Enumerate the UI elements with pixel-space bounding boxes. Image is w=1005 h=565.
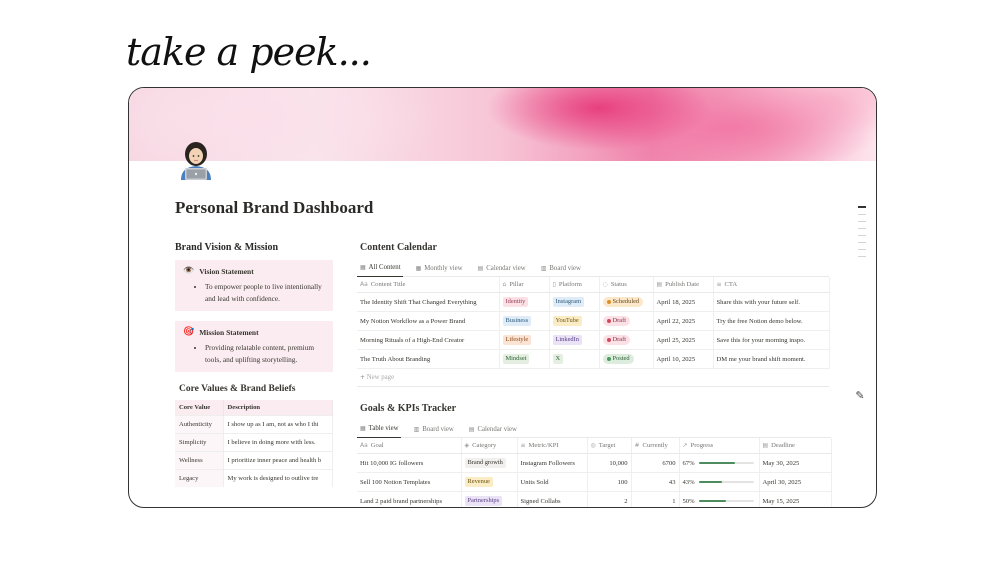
- status-dot: [607, 319, 611, 323]
- column-label: Platform: [558, 281, 582, 288]
- phone-icon: ▯: [552, 281, 556, 288]
- progress-bar: [699, 481, 754, 483]
- notion-page-frame: [128, 87, 877, 508]
- category-tag: Revenue: [465, 477, 493, 487]
- tab-calendar-view[interactable]: [475, 263, 528, 277]
- column-label: Category: [472, 442, 497, 449]
- eye-icon: 👁️: [183, 266, 195, 276]
- new-page-label: New page: [366, 374, 395, 381]
- number-icon: #: [634, 442, 640, 449]
- platform-cell[interactable]: [549, 331, 599, 350]
- calendar-icon: ▤: [656, 281, 663, 288]
- toc-indicator[interactable]: [858, 249, 866, 250]
- goals-kpis-database: [357, 403, 831, 508]
- column-header-target[interactable]: [587, 438, 631, 454]
- column-label: Publish Date: [665, 281, 700, 288]
- tab-label: Calendar view: [477, 425, 517, 433]
- status-cell[interactable]: [599, 331, 653, 350]
- platform-tag: YouTube: [553, 316, 582, 326]
- column-label: Currently: [642, 442, 668, 449]
- content-title-cell[interactable]: The Identity Shift That Changed Everything: [357, 293, 499, 312]
- list-icon: ≡: [520, 442, 526, 449]
- description-cell[interactable]: I show up as I am, not as who I thi: [223, 416, 333, 434]
- new-page-button[interactable]: [357, 369, 829, 387]
- table-row[interactable]: [175, 452, 333, 470]
- description-cell[interactable]: I prioritize inner peace and health b: [223, 452, 333, 470]
- status-badge: [603, 297, 644, 307]
- table-row[interactable]: [357, 293, 829, 312]
- brand-vision-heading: Brand Vision & Mission: [175, 242, 279, 253]
- progress-cell[interactable]: [679, 473, 759, 492]
- status-label: Draft: [612, 336, 626, 343]
- tab-label: Monthly view: [424, 264, 463, 272]
- category-cell[interactable]: [461, 473, 517, 492]
- cta-cell[interactable]: DM me your brand shift moment.: [713, 350, 829, 369]
- core-value-cell[interactable]: Authenticity: [175, 416, 223, 434]
- status-label: Posted: [612, 355, 630, 362]
- status-icon: ◌: [602, 281, 608, 288]
- goals-table: [357, 438, 832, 508]
- progress-bar: [699, 462, 754, 464]
- column-header-publish-date[interactable]: [653, 277, 713, 293]
- toc-indicator[interactable]: [858, 256, 866, 257]
- category-cell[interactable]: [461, 492, 517, 509]
- table-icon: ▦: [415, 264, 422, 272]
- table-row[interactable]: [357, 331, 829, 350]
- vision-title: Vision Statement: [199, 266, 254, 276]
- table-row[interactable]: [175, 470, 333, 488]
- toc-indicator[interactable]: [858, 221, 866, 222]
- publish-date-cell[interactable]: April 25, 2025: [653, 331, 713, 350]
- list-icon: ≡: [716, 281, 722, 288]
- platform-tag: LinkedIn: [553, 335, 582, 345]
- page-icon[interactable]: [177, 140, 215, 180]
- cta-cell[interactable]: Try the free Notion demo below.: [713, 312, 829, 331]
- toc-indicator[interactable]: [858, 242, 866, 243]
- deadline-cell[interactable]: May 30, 2025: [759, 454, 831, 473]
- category-tag: Brand growth: [465, 458, 506, 468]
- text-icon: Aa: [360, 442, 368, 449]
- tab-label: Calendar view: [486, 264, 526, 272]
- tab-label: Board view: [549, 264, 581, 272]
- metric-cell[interactable]: Instagram Followers: [517, 454, 587, 473]
- status-dot: [607, 338, 611, 342]
- board-icon: ▥: [540, 264, 547, 272]
- publish-date-cell[interactable]: April 22, 2025: [653, 312, 713, 331]
- tab-calendar-view[interactable]: [466, 424, 519, 438]
- pillar-tag: Mindset: [503, 354, 530, 364]
- column-header-progress[interactable]: [679, 438, 759, 454]
- publish-date-cell[interactable]: April 18, 2025: [653, 293, 713, 312]
- column-header-currently[interactable]: [631, 438, 679, 454]
- text-icon: Aa: [360, 281, 368, 288]
- column-label: Status: [610, 281, 627, 288]
- content-title-cell[interactable]: Morning Rituals of a High-End Creator: [357, 331, 499, 350]
- progress-label: 67%: [682, 459, 695, 467]
- tab-all-content[interactable]: [357, 263, 403, 277]
- metric-cell[interactable]: Signed Collabs: [517, 492, 587, 509]
- table-of-contents-rail[interactable]: [858, 206, 866, 263]
- progress-fill: [699, 500, 727, 502]
- platform-cell[interactable]: [549, 350, 599, 369]
- progress-label: 50%: [682, 497, 695, 505]
- content-calendar-table: [357, 277, 830, 369]
- column-header-category[interactable]: [461, 438, 517, 454]
- content-calendar-database: [357, 242, 829, 387]
- table-row[interactable]: [175, 434, 333, 452]
- page-cover-image[interactable]: [129, 88, 876, 161]
- column-header-cta[interactable]: [713, 277, 829, 293]
- pillar-tag: Lifestyle: [503, 335, 532, 345]
- calendar-icon: ▤: [468, 425, 475, 433]
- vision-callout[interactable]: [175, 260, 333, 311]
- page-title: Personal Brand Dashboard: [175, 198, 374, 217]
- column-header-goal[interactable]: [357, 438, 461, 454]
- status-dot: [607, 357, 611, 361]
- table-row[interactable]: [357, 454, 831, 473]
- pillar-tag: Business: [503, 316, 532, 326]
- pillar-cell[interactable]: [499, 331, 549, 350]
- progress-fill: [699, 481, 723, 483]
- core-values-heading: Core Values & Brand Beliefs: [179, 384, 296, 394]
- brand-vision-column: [175, 242, 333, 487]
- table-icon: ▦: [360, 264, 366, 271]
- table-icon: ▦: [360, 425, 366, 432]
- status-cell[interactable]: [599, 312, 653, 331]
- content-title-cell[interactable]: The Truth About Branding: [357, 350, 499, 369]
- pillar-tag: Identity: [503, 297, 529, 307]
- column-label: CTA: [724, 281, 738, 288]
- pillar-cell[interactable]: [499, 312, 549, 331]
- progress-cell[interactable]: [679, 454, 759, 473]
- toc-indicator[interactable]: [858, 214, 866, 215]
- cta-cell[interactable]: Save this for your morning inspo.: [713, 331, 829, 350]
- building-icon: ⌂: [502, 281, 507, 288]
- platform-tag: X: [553, 354, 564, 364]
- column-label: Progress: [690, 442, 714, 449]
- platform-cell[interactable]: [549, 312, 599, 331]
- publish-date-cell[interactable]: April 10, 2025: [653, 350, 713, 369]
- column-header-metric[interactable]: [517, 438, 587, 454]
- core-values-table: [175, 400, 333, 487]
- column-header-deadline[interactable]: [759, 438, 831, 454]
- progress-fill: [699, 462, 736, 464]
- chart-icon: ↗: [682, 442, 688, 449]
- table-row[interactable]: [357, 473, 831, 492]
- progress-label: 43%: [682, 478, 695, 486]
- core-value-column-header[interactable]: Core Value: [175, 400, 223, 416]
- column-label: Goal: [370, 442, 384, 449]
- toc-indicator[interactable]: [858, 235, 866, 236]
- content-calendar-views: [357, 263, 829, 277]
- column-label: Metric/KPI: [528, 442, 559, 449]
- column-header-platform[interactable]: [549, 277, 599, 293]
- core-value-cell[interactable]: Wellness: [175, 452, 223, 470]
- status-badge: [603, 354, 634, 364]
- tab-board-view[interactable]: [411, 424, 456, 438]
- column-header-pillar[interactable]: [499, 277, 549, 293]
- table-row[interactable]: [357, 492, 831, 509]
- calendar-icon: ▤: [762, 442, 769, 449]
- deadline-cell[interactable]: April 30, 2025: [759, 473, 831, 492]
- tab-label: Table view: [368, 425, 399, 432]
- progress-cell[interactable]: [679, 492, 759, 509]
- pillar-cell[interactable]: [499, 350, 549, 369]
- category-cell[interactable]: [461, 454, 517, 473]
- tab-label: Board view: [422, 425, 454, 433]
- target-cell[interactable]: 100: [587, 473, 631, 492]
- status-cell[interactable]: [599, 350, 653, 369]
- deadline-cell[interactable]: May 15, 2025: [759, 492, 831, 509]
- tab-label: All Content: [368, 264, 401, 271]
- category-tag: Partnerships: [465, 496, 503, 506]
- target-cell[interactable]: 2: [587, 492, 631, 509]
- vision-text: • To empower people to live intentionally and lead with confidence.: [205, 281, 325, 305]
- plus-icon: +: [360, 374, 366, 381]
- core-value-cell[interactable]: Simplicity: [175, 434, 223, 452]
- mission-callout[interactable]: [175, 321, 333, 372]
- currently-cell[interactable]: 43: [631, 473, 679, 492]
- column-label: Content Title: [370, 281, 406, 288]
- currently-cell[interactable]: 1: [631, 492, 679, 509]
- calendar-icon: ▤: [477, 264, 484, 272]
- tab-board-view[interactable]: [538, 263, 583, 277]
- table-row[interactable]: [357, 312, 829, 331]
- column-header-status[interactable]: [599, 277, 653, 293]
- content-title-cell[interactable]: My Notion Workflow as a Power Brand: [357, 312, 499, 331]
- table-row[interactable]: [175, 416, 333, 434]
- content-calendar-title[interactable]: Content Calendar: [360, 242, 437, 253]
- description-cell[interactable]: I believe in doing more with less.: [223, 434, 333, 452]
- goal-cell[interactable]: Land 2 paid brand partnerships: [357, 492, 461, 509]
- toc-indicator-active[interactable]: [858, 206, 866, 208]
- status-badge: [603, 335, 630, 345]
- status-cell[interactable]: [599, 293, 653, 312]
- status-badge: [603, 316, 630, 326]
- tag-icon: ◈: [464, 442, 470, 449]
- column-label: Target: [598, 442, 616, 449]
- mission-title: Mission Statement: [199, 327, 259, 337]
- column-header-title[interactable]: [357, 277, 499, 293]
- goals-title[interactable]: Goals & KPIs Tracker: [360, 403, 457, 414]
- currently-cell[interactable]: 6700: [631, 454, 679, 473]
- column-label: Deadline: [771, 442, 795, 449]
- pillar-cell[interactable]: [499, 293, 549, 312]
- board-icon: ▥: [413, 425, 420, 433]
- table-row[interactable]: [357, 350, 829, 369]
- platform-cell[interactable]: [549, 293, 599, 312]
- column-label: Pillar: [509, 281, 524, 288]
- core-value-cell[interactable]: Legacy: [175, 470, 223, 488]
- description-cell[interactable]: My work is designed to outlive tre: [223, 470, 333, 488]
- goal-cell[interactable]: Hit 10,000 IG followers: [357, 454, 461, 473]
- target-icon: ◎: [590, 442, 596, 449]
- status-dot: [607, 300, 611, 304]
- goal-cell[interactable]: Sell 100 Notion Templates: [357, 473, 461, 492]
- status-label: Scheduled: [612, 298, 640, 305]
- toc-indicator[interactable]: [858, 228, 866, 229]
- goals-views: [357, 424, 831, 438]
- tab-table-view[interactable]: [357, 424, 401, 438]
- mission-text: • Providing relatable content, premium tools, and uplifting storytelling.: [205, 342, 325, 366]
- platform-tag: Instagram: [553, 297, 585, 307]
- metric-cell[interactable]: Units Sold: [517, 473, 587, 492]
- ai-assistant-icon[interactable]: ✎: [855, 389, 865, 402]
- status-label: Draft: [612, 317, 626, 324]
- cta-cell[interactable]: Share this with your future self.: [713, 293, 829, 312]
- progress-bar: [699, 500, 754, 502]
- target-cell[interactable]: 10,000: [587, 454, 631, 473]
- target-icon: 🎯: [183, 327, 195, 337]
- peek-title: take a peek...: [126, 30, 371, 74]
- tab-monthly-view[interactable]: [413, 263, 465, 277]
- description-column-header[interactable]: Description: [223, 400, 333, 416]
